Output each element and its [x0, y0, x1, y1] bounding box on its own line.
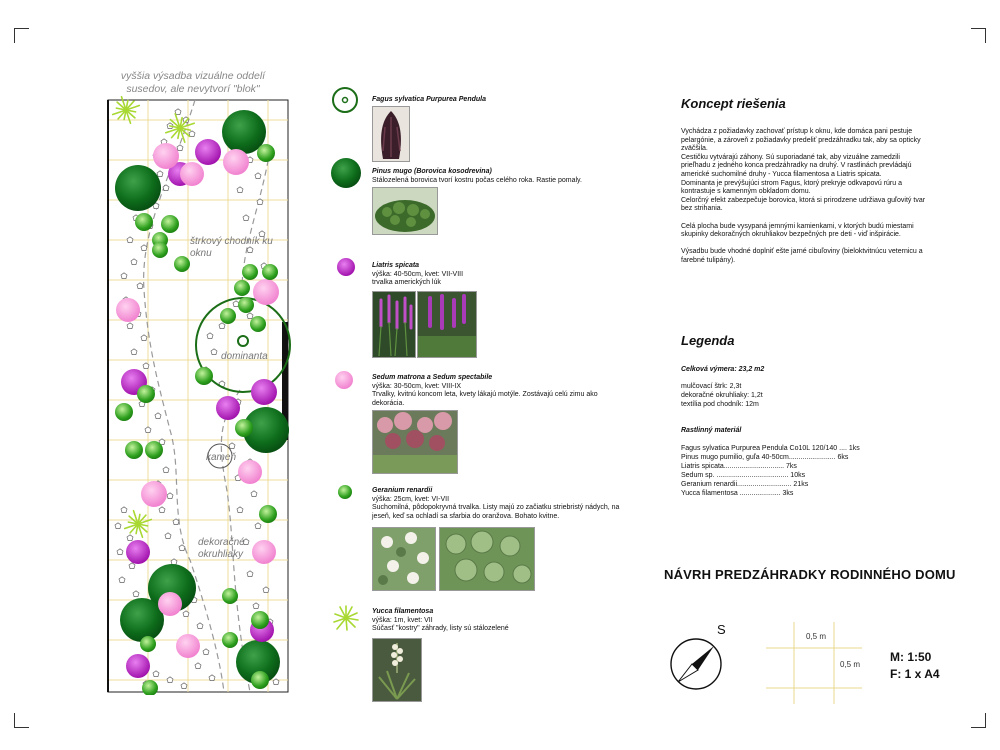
plan-label-stone: kameň: [206, 452, 237, 463]
sedum-mark: [141, 481, 167, 507]
geranium-mark: [262, 264, 278, 280]
geranium-mark: [140, 636, 156, 652]
sedum-mark: [158, 592, 182, 616]
pine-mark: [115, 165, 161, 211]
plan-label-dominant: dominanta: [221, 351, 268, 362]
geranium-mark: [161, 215, 179, 233]
photo-sedum: [372, 410, 458, 474]
compass-label: S: [717, 622, 726, 637]
legend-heading: Legenda: [681, 333, 735, 348]
sedum-mark: [176, 634, 200, 658]
liatris-mark: [126, 654, 150, 678]
plant-geranium: [372, 487, 620, 521]
measure-label-a: 0,5 m: [806, 632, 827, 641]
photo-yucca: [372, 638, 422, 702]
liatris-mark: [251, 379, 277, 405]
legend-material: mulčovací štrk: 2,3t: [681, 383, 742, 390]
scale-m: M: 1:50: [890, 650, 932, 664]
drawing-title: NÁVRH PREDZÁHRADKY RODINNÉHO DOMU: [664, 567, 956, 582]
measure-label-b: 0,5 m: [840, 660, 861, 669]
sedum-mark: [223, 149, 249, 175]
plant-name: Pinus mugo (Borovica kosodrevina): [372, 168, 492, 175]
symbol-pine: [330, 157, 362, 189]
liatris-mark: [126, 540, 150, 564]
geranium-mark: [257, 144, 275, 162]
geranium-mark: [137, 385, 155, 403]
photo-fagus: [372, 106, 410, 162]
garden-plan: [100, 90, 300, 695]
legend-area: Celková výmera: 23,2 m2: [681, 366, 765, 373]
pine-mark: [120, 598, 164, 642]
scale-f: F: 1 x A4: [890, 667, 940, 681]
photo-geranium-1: [372, 527, 436, 591]
geranium-mark: [195, 367, 213, 385]
frame-corner: [971, 28, 986, 43]
frame-corner: [14, 713, 29, 728]
plant-fagus: [372, 96, 672, 105]
geranium-mark: [235, 419, 253, 437]
geranium-mark: [242, 264, 258, 280]
frame-corner: [14, 28, 29, 43]
geranium-mark: [145, 441, 163, 459]
liatris-mark: [195, 139, 221, 165]
plant-name: Liatris spicata: [372, 262, 420, 269]
photo-geranium-2: [439, 527, 535, 591]
north-arrow-icon: [668, 630, 730, 692]
geranium-mark: [251, 671, 269, 689]
symbol-liatris: [336, 257, 356, 277]
concept-heading: Koncept riešenia: [681, 96, 786, 111]
geranium-mark: [234, 280, 250, 296]
plant-pine: [372, 168, 612, 185]
symbol-sedum: [334, 370, 354, 390]
legend-plant-item: Geranium renardii............................ 21ks: [681, 481, 809, 488]
geranium-mark: [251, 611, 269, 629]
concept-text: Vychádza z požiadavky zachovať prístup k oknu, kde domáca pani pestuje pelargónie, a zároveň z požiadavky predeliť predzáhradku tak, aby sa opticky zväčšila. Cestičku vytvárajú záhony. Sú suporiadané tak, aby vizuálne zamedzili prieľhadu z jedného konca predzáhradky na druhý. V rastlinách prevládajú americké suchomilné druhy - Yucca filamentosa a Liatris spicata. Dominanta je prevýšujúci strom Fagus, ktorý prekryje odkvapovú rúru a kontrastuje s kamenným obkladom domu. Celorčný efekt zabezpečuje borovica, ktorá si prirodzene udržiava guľovitý tvar bez strihania. Celá plocha bude vysypaná jemnými kamienkami, v ktorých budú miestami skupinky dekoračných okruhliakov bezpečných pre deti - viď inšpirácie. Výsadbu bude vhodné doplniť ešte jarné cibuľoviny (bieloktvitnúcu veternicu a farebné tulipány).: [681, 128, 926, 264]
symbol-yucca: [333, 605, 359, 631]
legend-material: dekoračné okruhliaky: 1,2t: [681, 392, 763, 399]
sedum-mark: [153, 143, 179, 169]
legend-plant-item: Liatris spicata............................... 7ks: [681, 463, 797, 470]
sedum-mark: [253, 279, 279, 305]
dominant-tree-trunk: [238, 336, 248, 346]
geranium-mark: [259, 505, 277, 523]
geranium-mark: [238, 297, 254, 313]
plant-name: Geranium renardii: [372, 487, 433, 494]
sedum-mark: [180, 162, 204, 186]
plant-liatris: [372, 262, 672, 288]
plant-name: Sedum matrona a Sedum spectabile: [372, 374, 493, 381]
plant-desc: výška: 25cm, kvet: VI-VII Suchomilná, pôdopokryvná trvalka. Listy majú zo začiatku striebristý nádych, na jeseň, keď sa ochladí sa sfarbia do oranžova. Bohato kvitne.: [372, 495, 620, 520]
legend-plant-item: Yucca filamentosa ..................... 3ks: [681, 490, 794, 497]
plant-yucca: [372, 608, 672, 634]
plant-sedum: [372, 374, 612, 408]
geranium-mark: [135, 213, 153, 231]
plant-desc: výška: 1m, kvet: VII Súčasť "kostry" záhrady, listy sú stálozelené: [372, 616, 509, 633]
plan-label-pebbles: dekoračné okruhliaky: [198, 537, 245, 560]
legend-plant-item: Sedum sp. ..................................... 10ks: [681, 472, 806, 479]
plan-label-path: štrkový chodník ku oknu: [190, 236, 273, 259]
legend-material: textília pod chodník: 12m: [681, 401, 759, 408]
photo-pine: [372, 187, 438, 235]
plant-desc: výška: 30-50cm, kvet: VIII-IX Trvalky, kvitnú koncom leta, kvety lákajú motýle. Zostávajú celú zimu ako dekorácia.: [372, 382, 598, 407]
geranium-mark: [174, 256, 190, 272]
geranium-mark: [250, 316, 266, 332]
geranium-mark: [222, 632, 238, 648]
photo-liatris-2: [417, 291, 477, 358]
sedum-mark: [238, 460, 262, 484]
geranium-mark: [220, 308, 236, 324]
legend-plant-item: Fagus sylvatica Purpurea Pendula Co10L 120/140 .... 1ks: [681, 445, 860, 452]
legend-plant-heading: Rastlinný materiál: [681, 427, 742, 434]
geranium-mark: [115, 403, 133, 421]
plant-desc: Stálozelená borovica tvorí kostru počas celého roka. Rastie pomaly.: [372, 176, 582, 184]
plant-name: Fagus sylvatica Purpurea Pendula: [372, 96, 486, 103]
plant-name: Yucca filamentosa: [372, 608, 434, 615]
geranium-mark: [152, 242, 168, 258]
geranium-mark: [222, 588, 238, 604]
liatris-mark: [216, 396, 240, 420]
plan-note: vyššia výsadba vizuálne oddelí susedov, ale nevytvorí "blok": [120, 70, 266, 95]
photo-liatris-1: [372, 291, 416, 358]
symbol-geranium: [337, 484, 353, 500]
legend-plant-item: Pinus mugo pumilio, guľa 40-50cm........................ 6ks: [681, 454, 849, 461]
plant-desc: výška: 40-50cm, kvet: VII-VIII trvalka amerických lúk: [372, 270, 464, 287]
geranium-mark: [125, 441, 143, 459]
sedum-mark: [116, 298, 140, 322]
frame-corner: [971, 713, 986, 728]
symbol-fagus: [331, 86, 359, 114]
